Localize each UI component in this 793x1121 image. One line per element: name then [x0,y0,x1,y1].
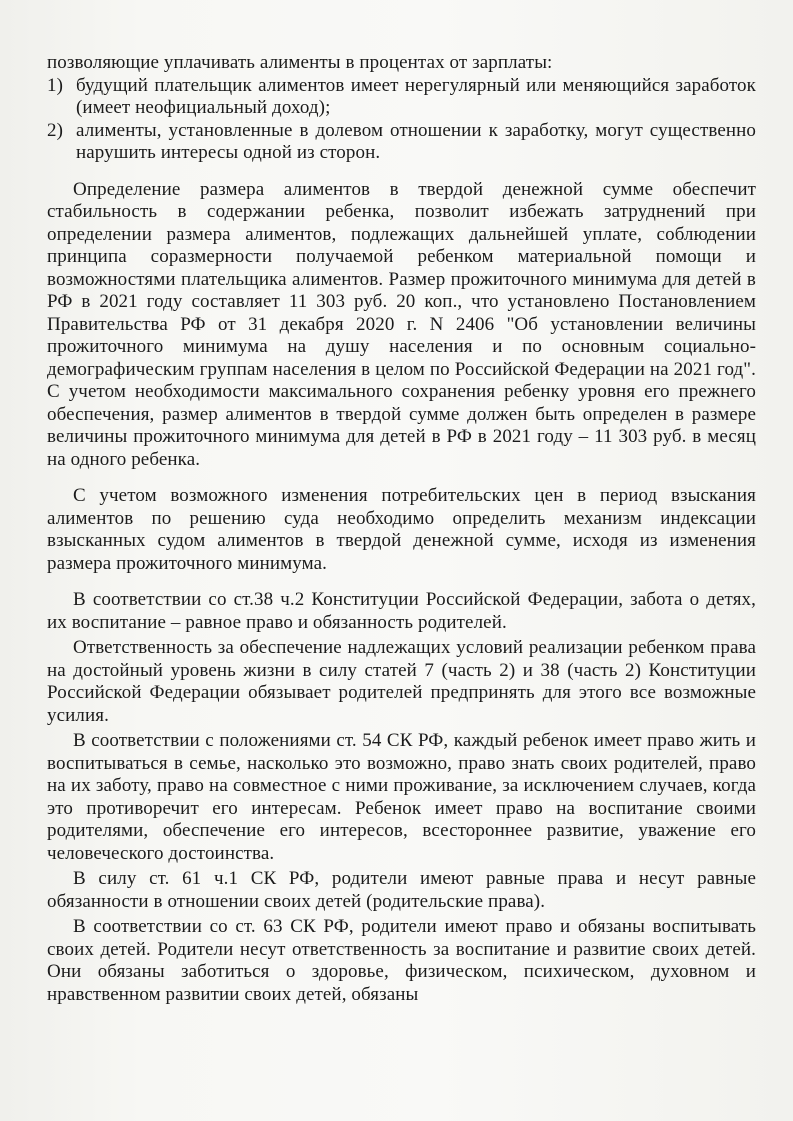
list-item [47,75,756,120]
paragraph-constitution-art38: В соответствии со ст.38 ч.2 Конституции Российской Федерации, забота о детях, их воспитание – равное право и обязанность родителей. [47,589,756,633]
list-number: 1) [47,74,64,96]
intro-line: позволяющие уплачивать алименты в процентах от зарплаты: [47,52,553,73]
list-item [47,120,756,165]
paragraph-alimony-fixed-sum: Определение размера алиментов в твердой денежной сумме обеспечит стабильность в содержании ребенка, позволит избежать затруднений при определении размера алиментов, подлежащих дальнейшей уплате, соблюдении принципа соразмерности получаемой ребенком материальной помощи и возможностями плательщика алиментов. Размер прожиточного минимума для детей в РФ в 2021 году составляет 11 303 руб. 20 коп., что установлено Постановлением Правительства РФ от 31 декабря 2020 г. N 2406 "Об установлении величины прожиточного минимума на душу населения и по основным социально-демографическим группам населения в целом по Российской Федерации на 2021 год". С учетом необходимости максимального сохранения ребенку уровня его прежнего обеспечения, размер алиментов в твердой сумме должен быть определен в размере величины прожиточного минимума для детей в РФ в 2021 году – 11 303 руб. в месяц на одного ребенка. [47,178,756,470]
list-text: алименты, установленные в долевом отношении к заработку, могут существенно нарушить интересы одной из сторон. [76,119,756,163]
paragraph-responsibility: Ответственность за обеспечение надлежащих условий реализации ребенком права на достойный уровень жизни в силу статей 7 (часть 2) и 38 (часть 2) Конституции Российской Федерации обязывает родителей предпринять для этого все возможные усилия. [47,637,756,726]
list-text: будущий плательщик алиментов имеет нерегулярный или меняющийся заработок (имеет неофициальный доход); [76,74,756,118]
document-text [47,52,756,1006]
paragraph-indexation: С учетом возможного изменения потребительских цен в период взыскания алиментов по решению суда необходимо определить механизм индексации взысканных судом алиментов в твердой денежной сумме, исходя из изменения размера прожиточного минимума. [47,485,756,574]
paragraph-sk-art61: В силу ст. 61 ч.1 СК РФ, родители имеют равные права и несут равные обязанности в отношении своих детей (родительские права). [47,868,756,912]
paragraph-sk-art54: В соответствии с положениями ст. 54 СК РФ, каждый ребенок имеет право жить и воспитываться в семье, насколько это возможно, право знать своих родителей, право на их заботу, право на совместное с ними проживание, за исключением случаев, когда это противоречит его интересам. Ребенок имеет право на воспитание своими родителями, обеспечение его интересов, всестороннее развитие, уважение его человеческого достоинства. [47,730,756,864]
paragraph-sk-art63: В соответствии со ст. 63 СК РФ, родители имеют право и обязаны воспитывать своих детей. Родители несут ответственность за воспитание и развитие своих детей. Они обязаны заботиться о здоровье, физическом, психическом, духовном и нравственном развитии своих детей, обязаны [47,916,756,1005]
numbered-list [47,75,756,165]
list-number: 2) [47,119,64,141]
